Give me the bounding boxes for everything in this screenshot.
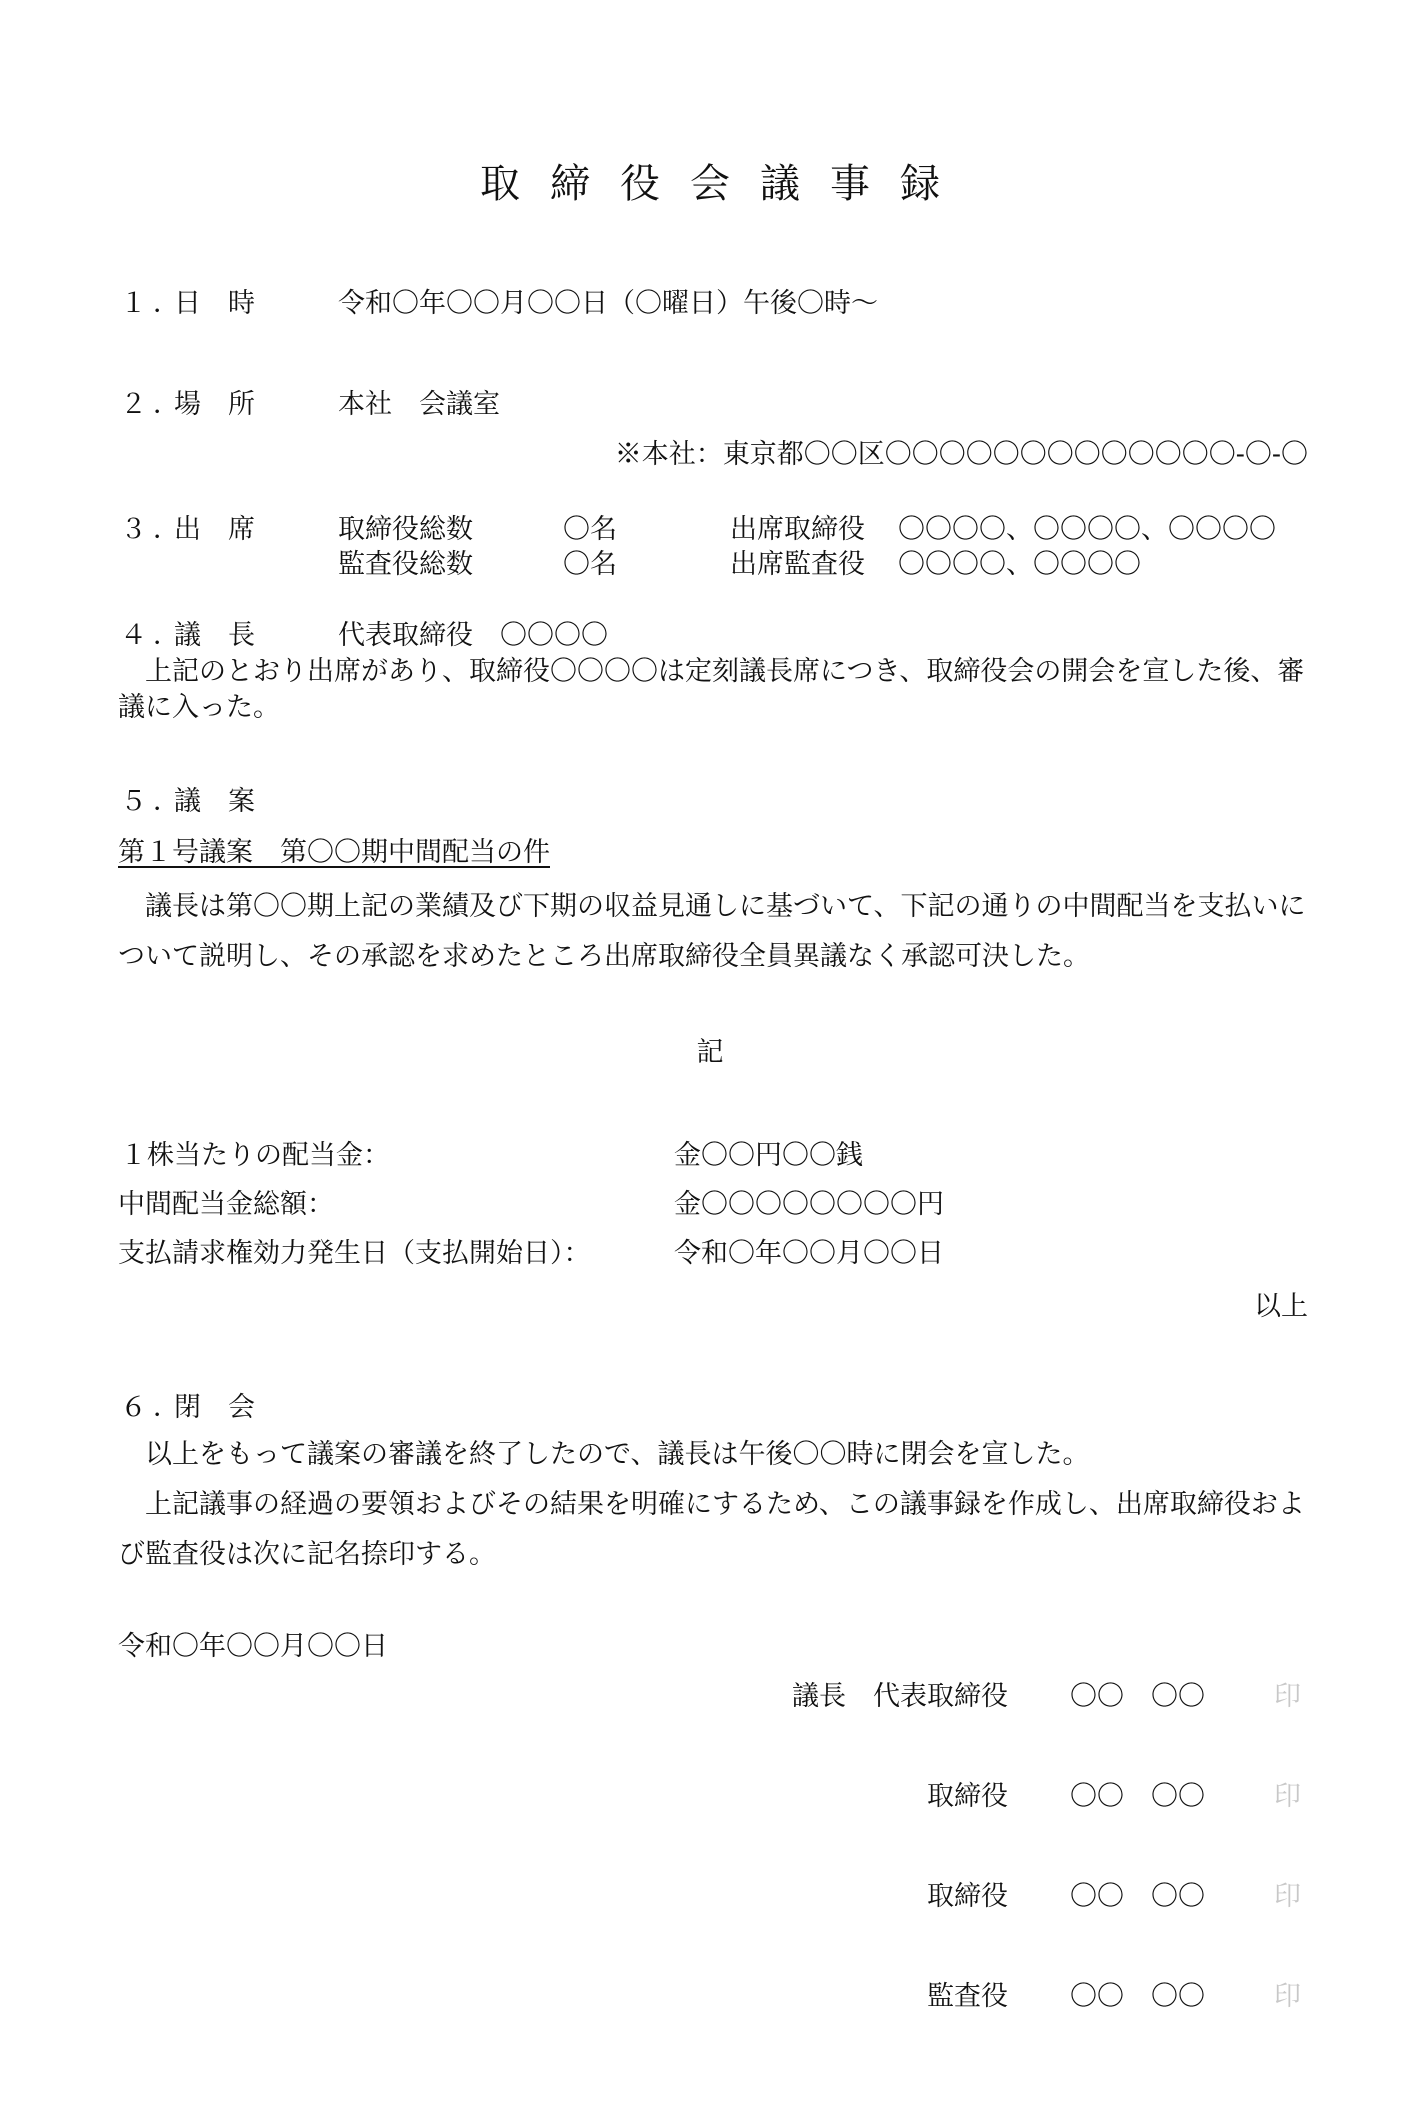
signature-name-director-1: 〇〇 〇〇 [1070,1781,1205,1812]
section-4-body: 上記のとおり出席があり、取締役〇〇〇〇は定刻議長席につき、取締役会の開会を宣した後、審議に入った。 [118,656,1305,723]
directors-total-label: 取締役総数 [338,514,473,545]
section-5-number: ５． [120,786,186,817]
section-3-heading: 出 席 [174,514,255,545]
seal-mark-auditor: 印 [1274,1981,1301,2012]
signature-name-director-2: 〇〇 〇〇 [1070,1881,1205,1912]
seal-mark-director-1: 印 [1274,1781,1301,1812]
attending-auditors-label: 出席監査役 [730,549,865,580]
section-1-number: １． [120,288,186,319]
section-1-heading: 日 時 [174,288,255,319]
signature-name-chair: 〇〇 〇〇 [1070,1681,1205,1712]
auditors-total-label: 監査役総数 [338,549,473,580]
section-2-address-note: ※本社：東京都〇〇区〇〇〇〇〇〇〇〇〇〇〇〇〇-〇-〇 [614,439,1308,470]
section-2-heading: 場 所 [174,389,255,420]
auditors-total-count: 〇名 [563,549,617,580]
section-6-number: ６． [120,1392,186,1423]
section-2-place: 本社 会議室 [338,389,500,420]
proposal-title: 第１号議案 第〇〇期中間配当の件 [118,837,550,868]
payment-effective-date-label: 支払請求権効力発生日（支払開始日）： [118,1238,591,1269]
section-6-body-2: 上記議事の経過の要領およびその結果を明確にするため、この議事録を作成し、出席取締役および監査役は次に記名捺印する。 [118,1489,1305,1570]
section-6-heading: 閉 会 [174,1392,255,1423]
section-4-number: ４． [120,620,186,651]
attending-directors-label: 出席取締役 [730,514,865,545]
payment-effective-date-value: 令和〇年〇〇月〇〇日 [674,1238,944,1269]
attending-directors-names: 〇〇〇〇、〇〇〇〇、〇〇〇〇 [898,514,1276,545]
document-title: 取締役会議事録 [480,161,970,207]
signature-role-auditor: 監査役 [927,1981,1008,2012]
signature-role-director-2: 取締役 [927,1881,1008,1912]
interim-dividend-total-value: 金〇〇〇〇〇〇〇〇円 [674,1189,944,1220]
section-4-chair: 代表取締役 〇〇〇〇 [338,620,608,651]
attending-auditors-names: 〇〇〇〇、〇〇〇〇 [898,549,1141,580]
ki-heading: 記 [696,1037,724,1068]
section-6-body-1: 以上をもって議案の審議を終了したので、議長は午後〇〇時に閉会を宣した。 [145,1439,1090,1470]
ijou-closing: 以上 [1254,1291,1308,1322]
interim-dividend-total-label: 中間配当金総額： [118,1189,334,1220]
seal-mark-chair: 印 [1274,1681,1301,1712]
dividend-per-share-label: １株当たりの配当金： [120,1140,390,1171]
section-4-heading: 議 長 [174,620,255,651]
signature-role-director-1: 取締役 [927,1781,1008,1812]
document-date: 令和〇年〇〇月〇〇日 [118,1631,388,1662]
dividend-per-share-value: 金〇〇円〇〇銭 [674,1140,863,1171]
section-2-number: ２． [120,389,186,420]
section-3-number: ３． [120,514,186,545]
proposal-body: 議長は第〇〇期上記の業績及び下期の収益見通しに基づいて、下記の通りの中間配当を支払いについて説明し、その承認を求めたところ出席取締役全員異議なく承認可決した。 [118,891,1306,972]
signature-role-chair: 議長 代表取締役 [792,1681,1008,1712]
section-1-datetime: 令和〇年〇〇月〇〇日（〇曜日）午後〇時～ [338,288,878,319]
signature-name-auditor: 〇〇 〇〇 [1070,1981,1205,2012]
section-5-heading: 議 案 [174,786,255,817]
directors-total-count: 〇名 [563,514,617,545]
seal-mark-director-2: 印 [1274,1881,1301,1912]
